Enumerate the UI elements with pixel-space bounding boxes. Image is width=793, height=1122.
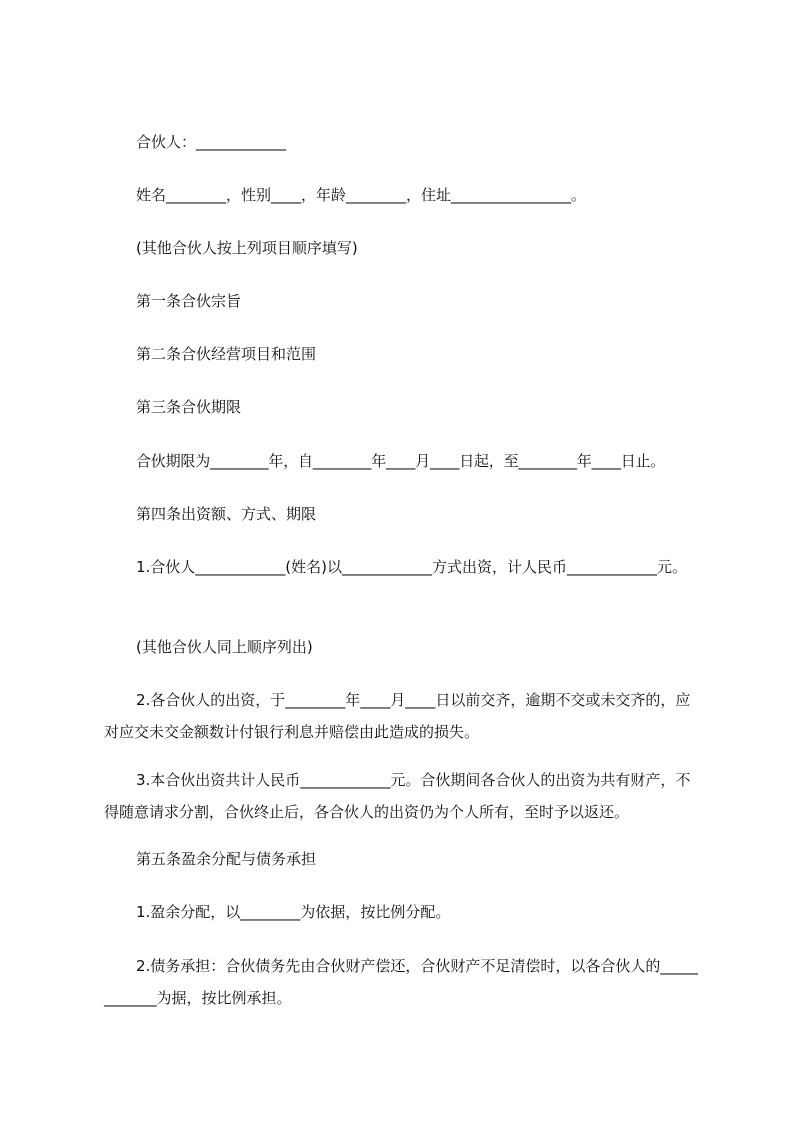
article-5-heading: 第五条盈余分配与债务承担 — [136, 850, 317, 868]
other-partners-note: (其他合伙人按上列项目顺序填写) — [136, 239, 358, 257]
partner-line: 合伙人：____________ — [136, 133, 287, 151]
article-2-heading: 第二条合伙经营项目和范围 — [136, 345, 317, 363]
contribution-clause-1: 1.合伙人____________(姓名)以____________方式出资，计人民币____________元。 — [136, 558, 688, 576]
article-4-heading: 第四条出资额、方式、期限 — [136, 505, 317, 523]
other-partners-contribution-note: (其他合伙人同上顺序列出) — [136, 638, 313, 656]
profit-distribution-clause: 1.盈余分配，以________为依据，按比例分配。 — [136, 903, 451, 921]
partnership-term-line: 合伙期限为________年，自________年____月____日起，至________年____日止。 — [136, 452, 666, 470]
contribution-clause-3: 3.本合伙出资共计人民币____________元。合伙期间各合伙人的出资为共有财产，不得随意请求分割，合伙终止后，各合伙人的出资仍为个人所有，至时予以返还。 — [104, 771, 691, 821]
article-3-heading: 第三条合伙期限 — [136, 398, 242, 416]
contribution-clause-2: 2.各合伙人的出资，于________年____月____日以前交齐，逾期不交或未交齐的，应对应交未交金额数计付银行利息并赔偿由此造成的损失。 — [104, 691, 691, 741]
debt-liability-clause: 2.债务承担：合伙债务先由合伙财产偿还，合伙财产不足清偿时，以各合伙人的____________为据，按比例承担。 — [104, 957, 698, 1007]
partner-details-line: 姓名________，性别____，年龄________，住址________________。 — [136, 186, 587, 204]
article-1-heading: 第一条合伙宗旨 — [136, 292, 242, 310]
